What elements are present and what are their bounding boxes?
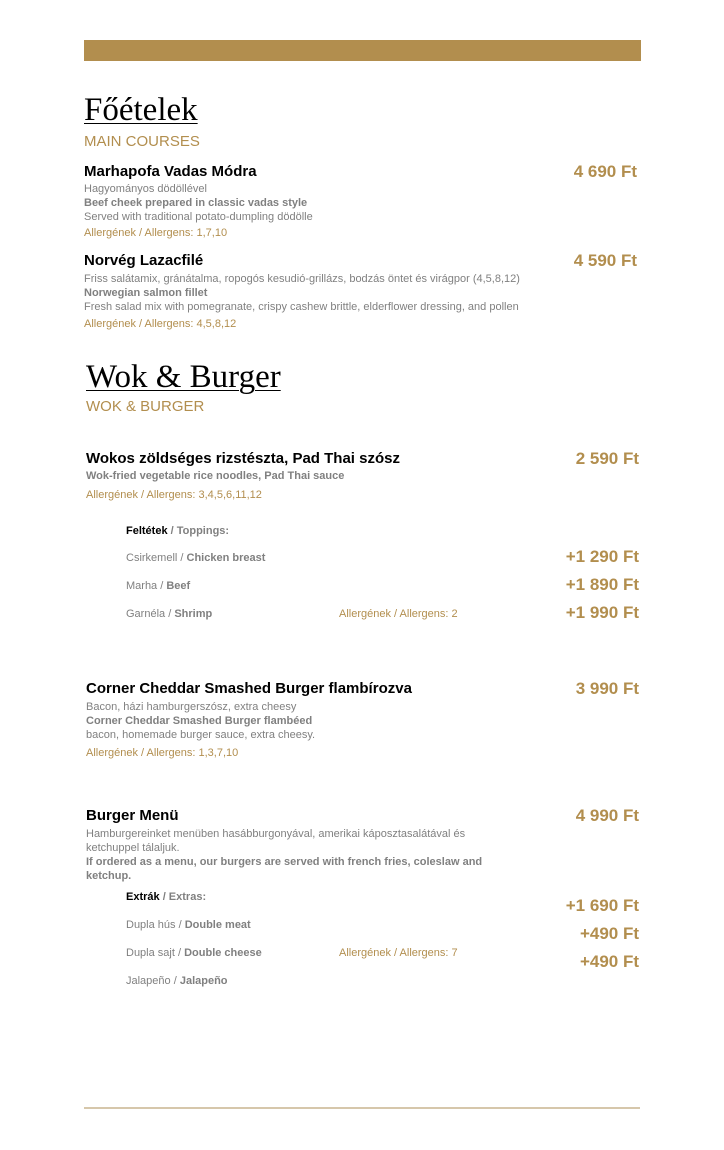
item-name: Wokos zöldséges rizstészta, Pad Thai szósz (86, 450, 400, 467)
topping-name-en: Beef (166, 580, 191, 592)
item-price: 2 590 Ft (575, 449, 639, 468)
extra-name-hu: Jalapeño / (126, 975, 180, 987)
section-subtitle-main-courses: MAIN COURSES (84, 133, 200, 150)
extras-allergens: Allergének / Allergens: 7 (339, 947, 458, 959)
top-accent-bar (84, 40, 641, 61)
section-title-main-courses: Főételek (84, 92, 198, 128)
item-price: 3 990 Ft (575, 679, 639, 698)
topping-name-hu: Garnéla / (126, 608, 175, 620)
toppings-heading-en: / Toppings: (167, 525, 230, 537)
topping-price: +1 990 Ft (565, 603, 639, 622)
extra-double-cheese (126, 948, 262, 959)
item-allergens: Allergének / Allergens: 4,5,8,12 (84, 318, 237, 330)
item-description-en-line2: ketchup. (86, 870, 132, 882)
topping-price: +1 290 Ft (565, 547, 639, 566)
item-name-en: Norwegian salmon fillet (84, 287, 208, 299)
topping-name-en: Shrimp (174, 608, 213, 620)
item-description-hu: Hagyományos dödöllével (84, 183, 207, 195)
section-subtitle-wok-burger: WOK & BURGER (86, 398, 205, 415)
extra-jalapeno (126, 976, 228, 987)
section-title-wok-burger: Wok & Burger (86, 359, 281, 395)
item-name-en: Beef cheek prepared in classic vadas style (84, 197, 308, 209)
extras-heading-hu: Extrák (126, 891, 160, 903)
extra-name-en: Double cheese (184, 947, 262, 959)
item-description-en: Served with traditional potato-dumpling dödölle (84, 211, 313, 223)
item-name-en: Corner Cheddar Smashed Burger flambéed (86, 715, 313, 727)
item-description-en: Fresh salad mix with pomegranate, crispy cashew brittle, elderflower dressing, and pollen (84, 301, 519, 313)
item-description-hu: Friss salátamix, gránátalma, ropogós kesudió-grillázs, bodzás öntet és virágpor (4,5,8,12) (84, 273, 520, 285)
bottom-divider (84, 1107, 640, 1109)
item-description-en-line1: If ordered as a menu, our burgers are served with french fries, coleslaw and (86, 856, 483, 868)
item-description-en: bacon, homemade burger sauce, extra cheesy. (86, 729, 316, 741)
item-allergens: Allergének / Allergens: 3,4,5,6,11,12 (86, 489, 262, 501)
item-name: Norvég Lazacfilé (84, 252, 204, 269)
item-description-hu-line1: Hamburgereinket menüben hasábburgonyával, amerikai káposztasalátával és (86, 828, 466, 840)
extra-name-hu: Dupla hús / (126, 919, 185, 931)
item-name-en: Wok-fried vegetable rice noodles, Pad Thai sauce (86, 470, 345, 482)
extras-heading-en: / Extras: (159, 891, 207, 903)
item-description-hu-line2: ketchuppel tálaljuk. (86, 842, 180, 854)
extra-double-meat (126, 920, 251, 931)
topping-name-en: Chicken breast (186, 552, 266, 564)
toppings-heading (126, 526, 229, 537)
extras-heading (126, 892, 206, 903)
extra-price: +490 Ft (579, 952, 639, 971)
item-name: Marhapofa Vadas Módra (84, 163, 257, 180)
item-description-hu: Bacon, házi hamburgerszósz, extra cheesy (86, 701, 297, 713)
item-name: Corner Cheddar Smashed Burger flambírozva (86, 680, 412, 697)
item-price: 4 690 Ft (573, 162, 637, 181)
item-name: Burger Menü (86, 807, 179, 824)
topping-shrimp (126, 609, 212, 620)
topping-beef (126, 581, 190, 592)
extra-price: +490 Ft (579, 924, 639, 943)
topping-name-hu: Csirkemell / (126, 552, 187, 564)
item-price: 4 590 Ft (573, 251, 637, 270)
toppings-heading-hu: Feltétek (126, 525, 168, 537)
topping-allergens: Allergének / Allergens: 2 (339, 608, 458, 620)
extra-name-hu: Dupla sajt / (126, 947, 185, 959)
topping-chicken (126, 553, 265, 564)
topping-price: +1 890 Ft (565, 575, 639, 594)
item-allergens: Allergének / Allergens: 1,7,10 (84, 227, 228, 239)
item-price: 4 990 Ft (575, 806, 639, 825)
extra-name-en: Double meat (184, 919, 251, 931)
item-allergens: Allergének / Allergens: 1,3,7,10 (86, 747, 239, 759)
extra-name-en: Jalapeño (179, 975, 228, 987)
topping-name-hu: Marha / (126, 580, 167, 592)
extra-price: +1 690 Ft (565, 896, 639, 915)
